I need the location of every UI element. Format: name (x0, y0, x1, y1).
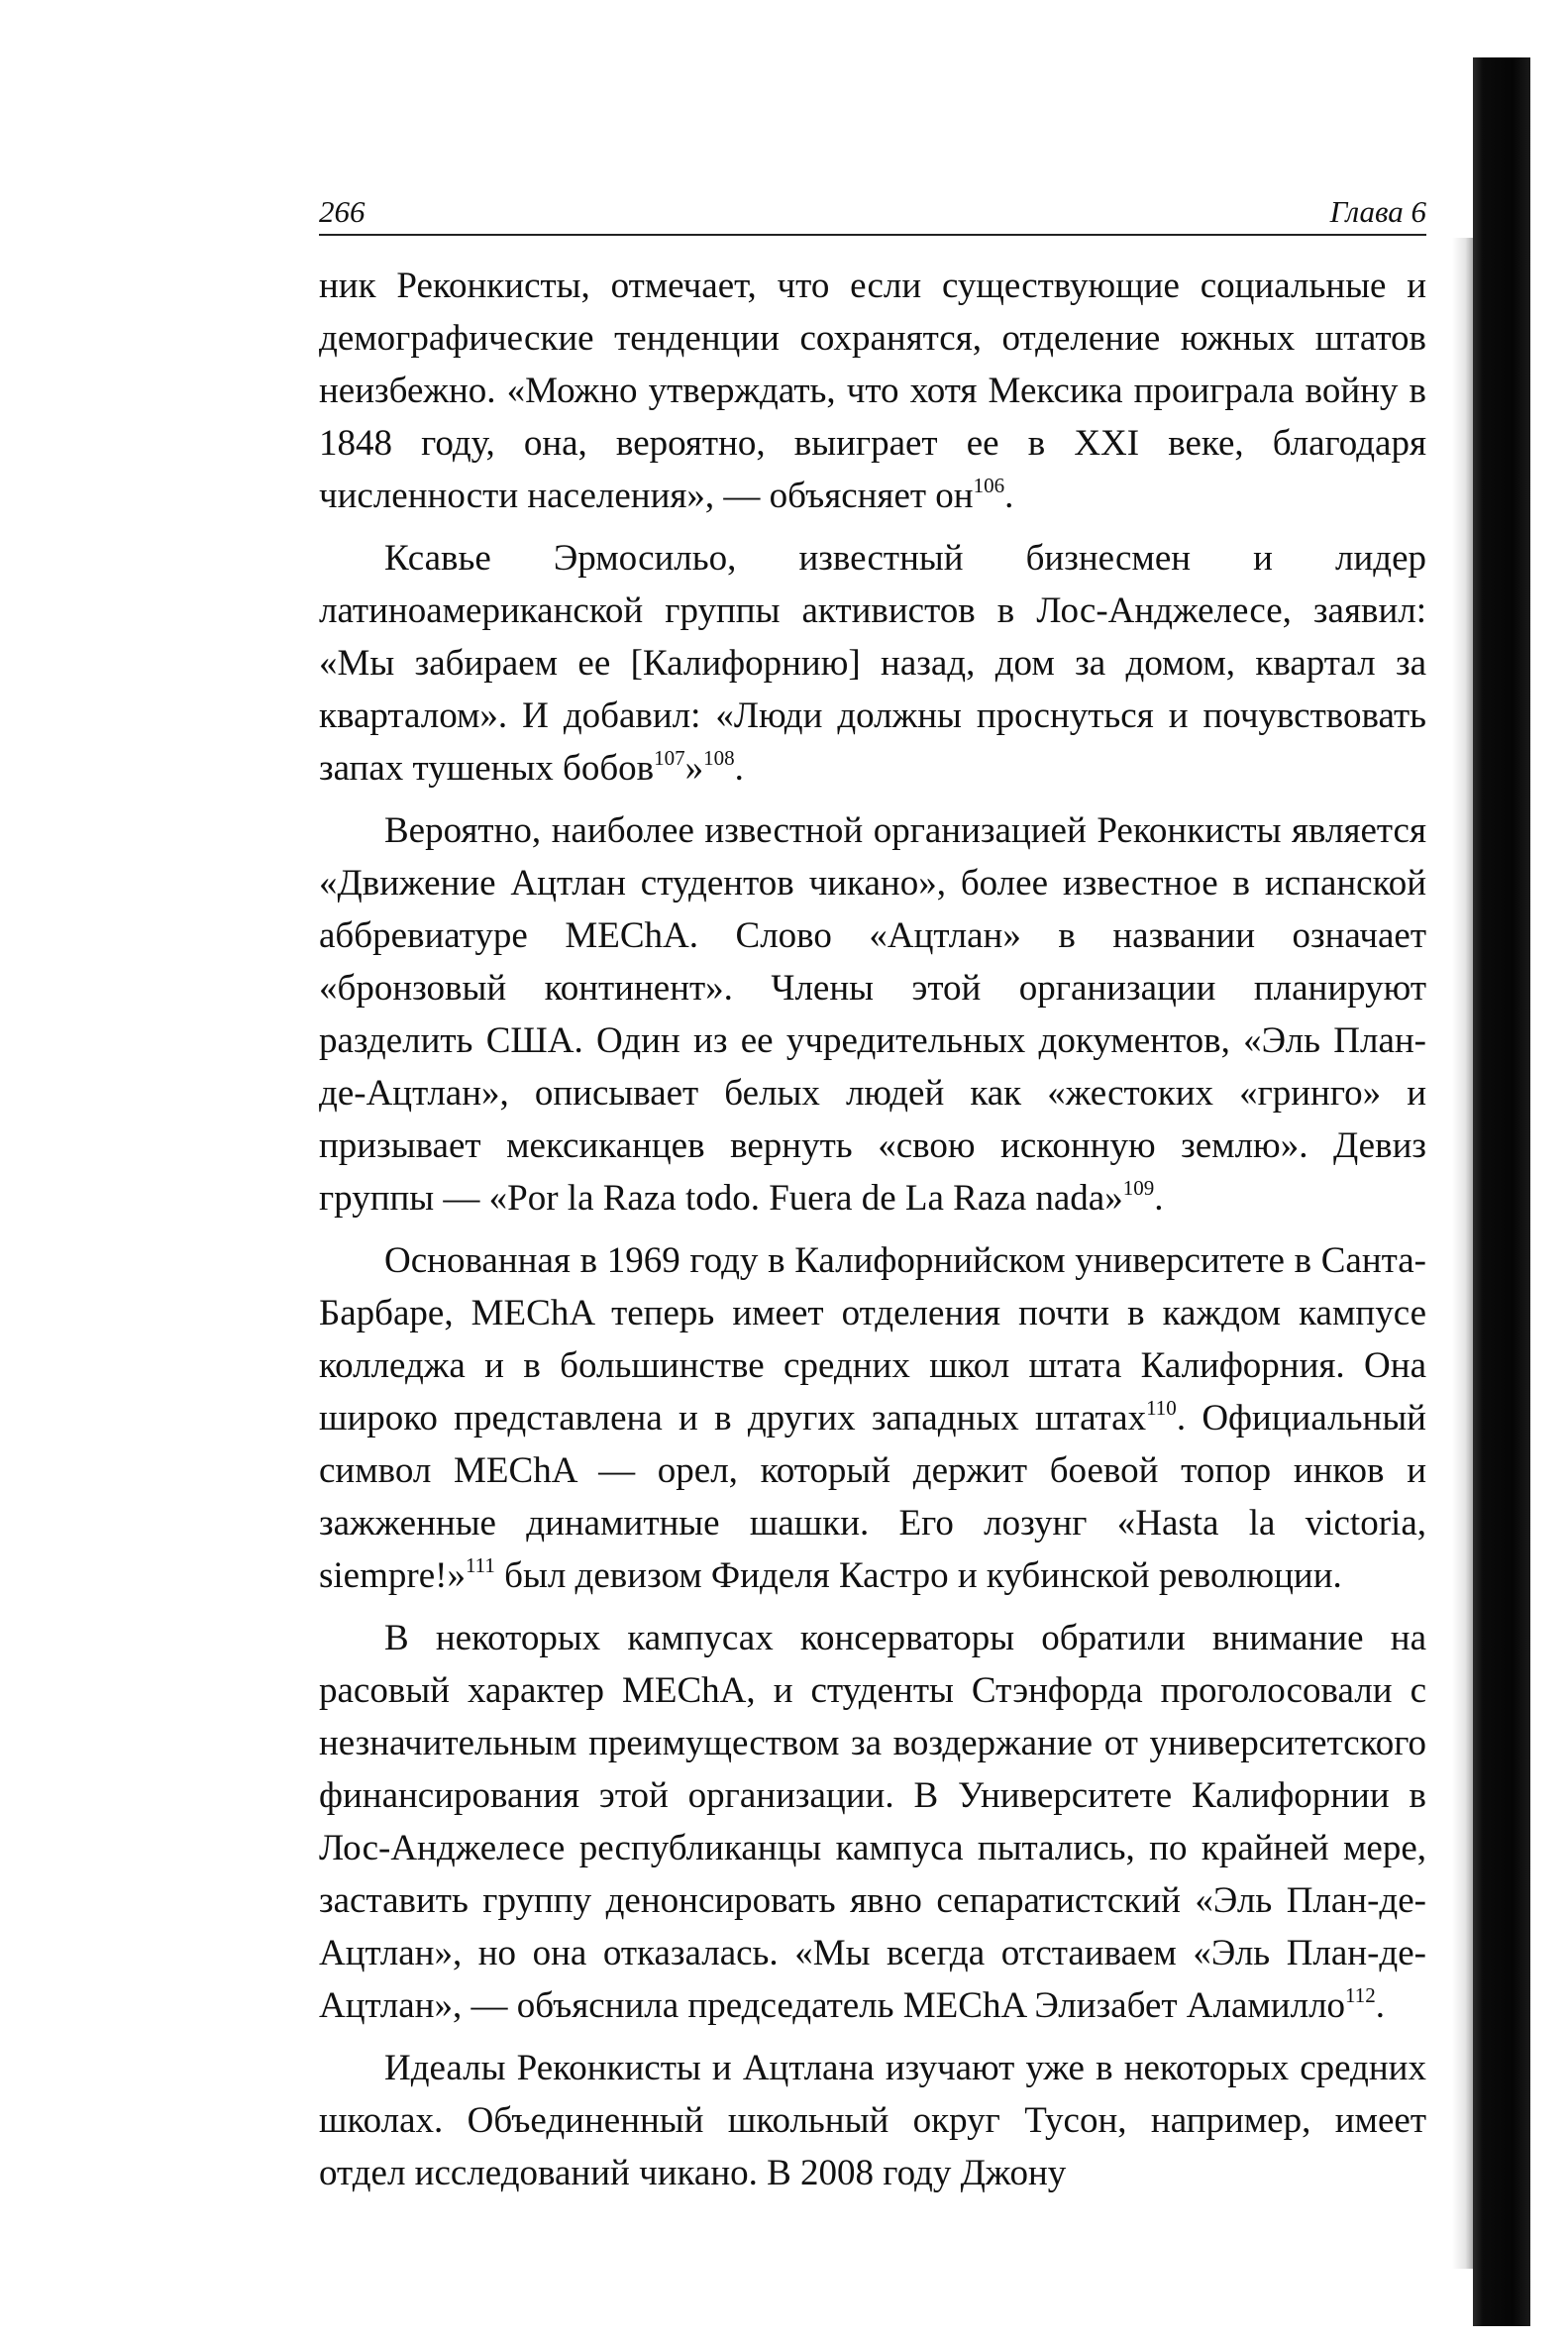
paragraph (319, 532, 1426, 795)
text-run: Ксавье Эрмосильо, известный бизнесмен и лидер латиноамериканской группы активистов в Лос-Анджелесе, заявил: «Мы забираем ее [Калифорнию] назад, дом за домом, квартал за кварталом». И добавил: «Люди должны проснуться и почувствовать запах тушеных бобов (319, 538, 1426, 789)
text-run: Идеалы Реконкисты и Ацтлана изучают уже в некоторых средних школах. Объединенный школьный округ Тусон, например, имеет отдел исследований чикано. В 2008 году Джону (319, 2048, 1426, 2193)
body-text (319, 260, 1426, 2209)
paragraph (319, 2042, 1426, 2199)
text-run: . Официальный символ MEChA — орел, который держит боевой топор инков и зажженные динамитные шашки. Его лозунг «Hasta la victoria, siempre!» (319, 1398, 1426, 1596)
footnote-ref: 109 (1122, 1176, 1155, 1200)
text-run: Вероятно, наиболее известной организацией Реконкисты является «Движение Ацтлан студентов чикано», более известное в испанской аббревиатуре MEChA. Слово «Ацтлан» в названии означает «бронзовый континент». Члены этой организации планируют разделить США. Один из ее учредительных документов, «Эль План-де-Ацтлан», описывает белых людей как «жестоких «гринго» и призывает мексиканцев вернуть «свою исконную землю». Девиз группы — «Por la Raza todo. Fuera de La Raza nada» (319, 810, 1426, 1219)
paragraph (319, 260, 1426, 522)
text-run: . (734, 748, 744, 789)
footnote-ref: 110 (1146, 1396, 1177, 1420)
paragraph (319, 804, 1426, 1225)
chapter-title: Глава 6 (1329, 194, 1426, 229)
text-run: был девизом Фиделя Кастро и кубинской революции. (494, 1555, 1342, 1596)
running-header (319, 194, 1426, 230)
text-run: Основанная в 1969 году в Калифорнийском университете в Санта-Барбаре, MEChA теперь имеет отделения почти в каждом кампусе колледжа и в большинстве средних школ штата Калифорния. Она широко представлена и в других западных штатах (319, 1240, 1426, 1438)
scan-edge-bar (1473, 57, 1530, 2326)
page-number: 266 (319, 194, 366, 229)
footnote-ref: 108 (703, 746, 735, 770)
header-rule (319, 234, 1426, 236)
text-run: В некоторых кампусах консерваторы обратили внимание на расовый характер MEChA, и студенты Стэнфорда проголосовали с незначительным преимуществом за воздержание от университетского финансирования этой организации. В Университете Калифорнии в Лос-Анджелесе республиканцы кампуса пытались, по крайней мере, заставить группу денонсировать явно сепаратистский «Эль План-де-Ацтлан», но она отказалась. «Мы всегда отстаиваем «Эль План-де-Ацтлан», — объяснила председатель MEChA Элизабет Аламилло (319, 1618, 1426, 2026)
text-run: . (1154, 1178, 1164, 1219)
footnote-ref: 112 (1345, 1983, 1376, 2007)
paragraph (319, 1234, 1426, 1602)
footnote-ref: 106 (973, 474, 1005, 497)
footnote-ref: 107 (654, 746, 685, 770)
paragraph (319, 1612, 1426, 2032)
footnote-ref: 111 (465, 1553, 495, 1577)
text-run: . (1375, 1985, 1386, 2026)
text-run: . (1004, 476, 1014, 516)
page-edge-shadow (1452, 238, 1474, 2269)
text-run: » (684, 748, 704, 789)
text-run: ник Реконкисты, отмечает, что если существующие социальные и демографические тенденции сохранятся, отделение южных штатов неизбежно. «Можно утверждать, что хотя Мексика проиграла войну в 1848 году, она, вероятно, выиграет ее в XXI веке, благодаря численности населения», — объясняет он (319, 266, 1426, 516)
